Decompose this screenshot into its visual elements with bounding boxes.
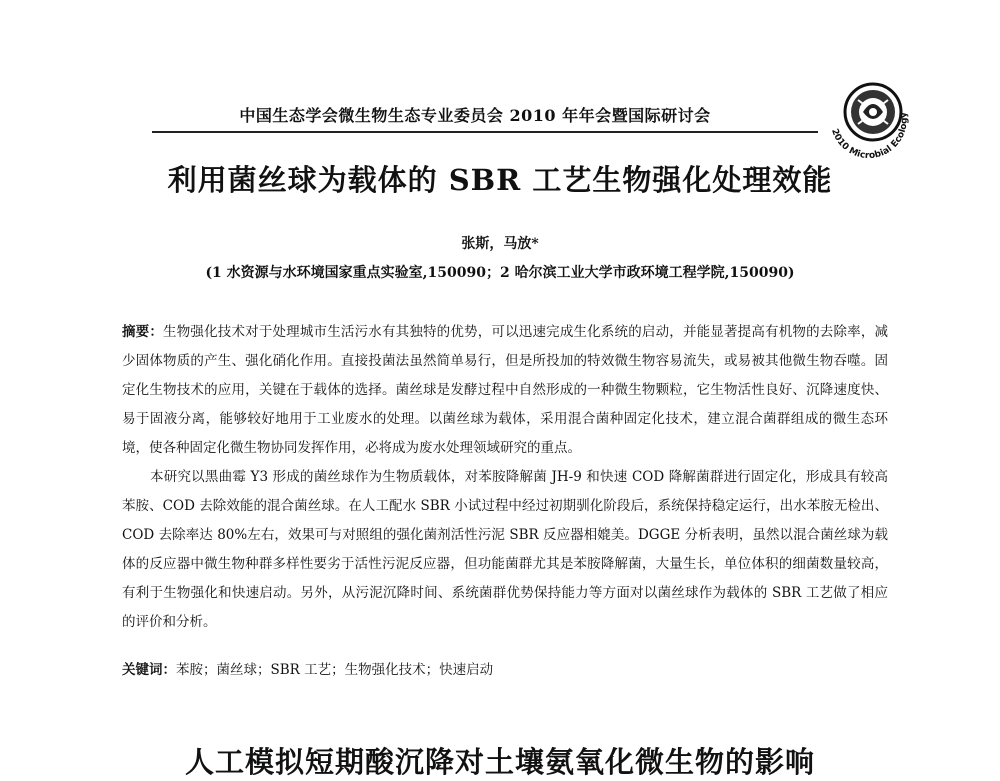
- next-paper-title: 人工模拟短期酸沉降对土壤氨氧化微生物的影响: [184, 745, 815, 779]
- conference-logo-icon: [818, 70, 918, 170]
- keywords-text: 苯胺；菌丝球；SBR 工艺；生物强化技术；快速启动: [176, 662, 494, 678]
- abstract: [122, 318, 888, 637]
- conference-header: 中国生态学会微生物生态专业委员会 2010 年年会暨国际研讨会: [239, 106, 711, 125]
- abstract-text-1: 生物强化技术对于处理城市生活污水有其独特的优势，可以迅速完成生化系统的启动，并能显著提高有机物的去除率，减少固体物质的产生、强化硝化作用。直接投菌法虽然简单易行，但是所投加的特效微生物容易流失，或易被其他微生物吞噬。固定化生物技术的应用，关键在于载体的选择。菌丝球是发酵过程中自然形成的一种微生物颗粒，它生物活性良好、沉降速度快、易于固液分离，能够较好地用于工业废水的处理。以菌丝球为载体，采用混合菌种固定化技术，建立混合菌群组成的微生态环境，使各种固定化微生物协同发挥作用，必将成为废水处理领域研究的重点。: [122, 324, 888, 456]
- keywords-label: 关键词：: [122, 662, 176, 678]
- abstract-label: 摘要：: [122, 324, 164, 340]
- paper-authors: 张斯，马放*: [461, 236, 539, 252]
- header-rule: [152, 131, 818, 133]
- abstract-paragraph-2: 本研究以黑曲霉 Y3 形成的菌丝球作为生物质载体，对苯胺降解菌 JH-9 和快速 COD 降解菌群进行固定化，形成具有较高苯胺、COD 去除效能的混合菌丝球。在人工配水 SBR 小试过程中经过初期驯化阶段后，系统保持稳定运行，出水苯胺无检出、COD 去除率达 80%左右，效果可与对照组的强化菌剂活性污泥 SBR 反应器相媲美。DGGE 分析表明，虽然以混合菌丝球为载体的反应器中微生物种群多样性要劣于活性污泥反应器，但功能菌群尤其是苯胺降解菌，大量生长，单位体积的细菌数量较高，有利于生物强化和快速启动。另外，从污泥沉降时间、系统菌群优势保持能力等方面对以菌丝球作为载体的 SBR 工艺做了相应的评价和分析。: [122, 469, 888, 630]
- paper-title: 利用菌丝球为载体的 SBR 工艺生物强化处理效能: [167, 163, 833, 197]
- abstract-paragraph-1: [122, 318, 888, 463]
- logo-text: 2010 Microbial Ecology: [829, 111, 910, 162]
- paper-affiliation: (1 水资源与水环境国家重点实验室,150090；2 哈尔滨工业大学市政环境工程学院,150090): [205, 265, 795, 281]
- keywords: [122, 656, 888, 685]
